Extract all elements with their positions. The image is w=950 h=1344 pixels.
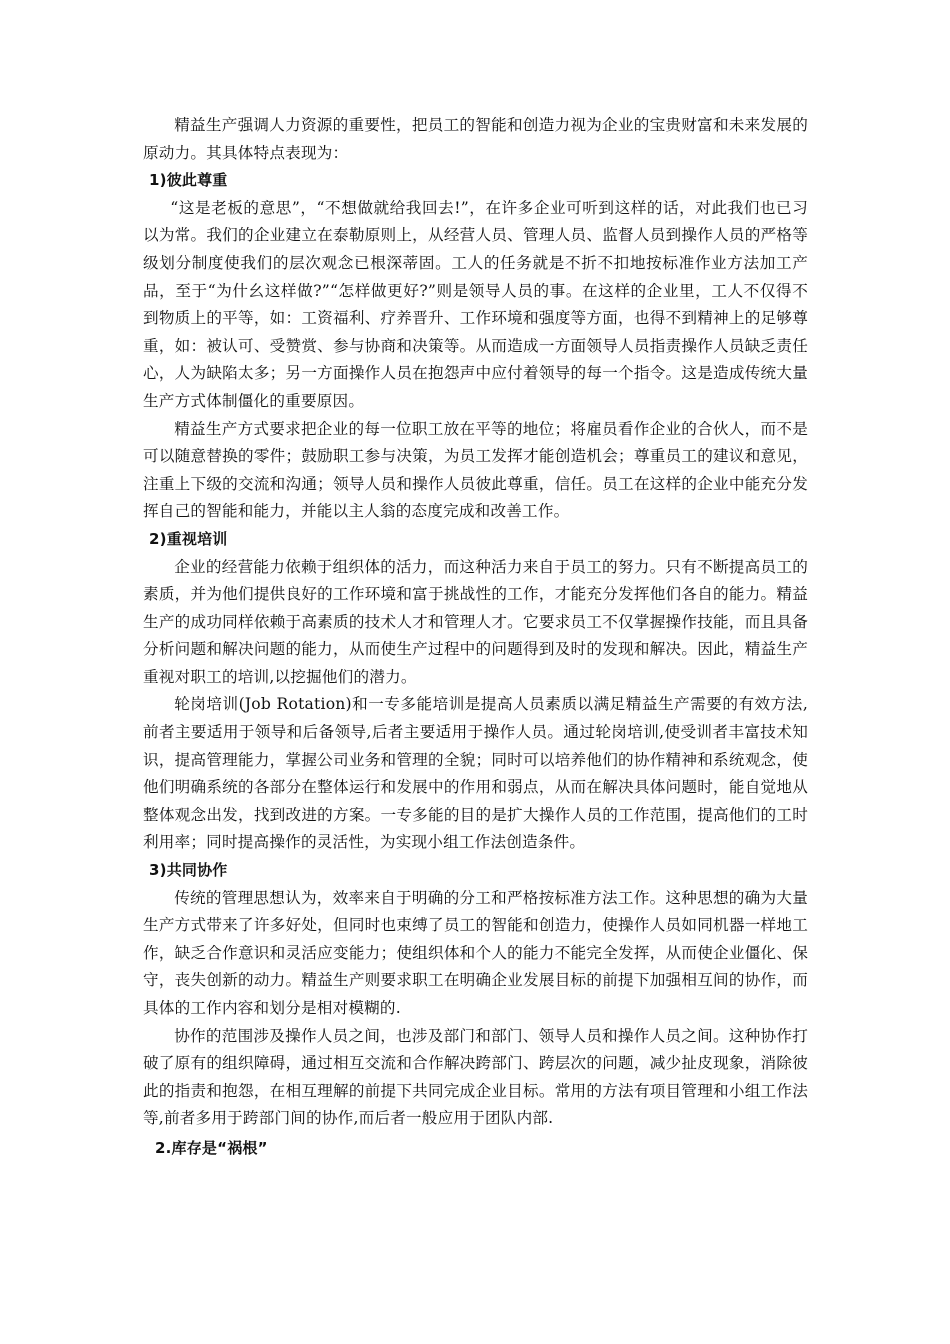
paragraph-mutual-respect-1: “这是老板的意思”，“不想做就给我回去!”，在许多企业可听到这样的话，对此我们也已习以为常。我们的企业建立在泰勒原则上，从经营人员、管理人员、监督人员到操作人员的严格等级划分制度使我们的层次观念已根深蒂固。工人的任务就是不折不扣地按标准作业方法加工产品，至于“为什幺这样做?”“怎样做更好?”则是领导人员的事。在这样的企业里，工人不仅得不到物质上的平等，如：工资福利、疗养晋升、工作环境和强度等方面，也得不到精神上的足够尊重，如：被认可、受赞赏、参与协商和决策等。从而造成一方面领导人员指责操作人员缺乏责任心，人为缺陷太多；另一方面操作人员在抱怨声中应付着领导的每一个指令。这是造成传统大量生产方式体制僵化的重要原因。: [143, 198, 808, 410]
paragraph-collaboration-2: 协作的范围涉及操作人员之间，也涉及部门和部门、领导人员和操作人员之间。这种协作打破了原有的组织障碍，通过相互交流和合作解决跨部门、跨层次的问题，减少扯皮现象，消除彼此的指责和抱怨，在相互理解的前提下共同完成企业目标。常用的方法有项目管理和小组工作法等,前者多用于跨部门间的协作,而后者一般应用于团队内部.: [143, 1026, 808, 1128]
intro-paragraph: 精益生产强调人力资源的重要性，把员工的智能和创造力视为企业的宝贵财富和未来发展的原动力。其具体特点表现为：: [143, 116, 808, 162]
paragraph-training-2: 轮岗培训(Job Rotation)和一专多能培训是提高人员素质以满足精益生产需要的有效方法,前者主要适用于领导和后备领导,后者主要适用于操作人员。通过轮岗培训,使受训者丰富技术知识，提高管理能力，掌握公司业务和管理的全貌；同时可以培养他们的协作精神和系统观念，使他们明确系统的各部分在整体运行和发展中的作用和弱点，从而在解决具体问题时，能自觉地从整体观念出发，找到改进的方案。一专多能的目的是扩大操作人员的工作范围，提高他们的工时利用率；同时提高操作的灵活性，为实现小组工作法创造条件。: [143, 695, 808, 852]
chapter-heading-inventory: 2.库存是“祸根”: [155, 1138, 268, 1157]
section-heading-collaboration: 3)共同协作: [149, 861, 228, 880]
document-page: [143, 112, 808, 1163]
paragraph-collaboration-1: 传统的管理思想认为，效率来自于明确的分工和严格按标准方法工作。这种思想的确为大量生产方式带来了许多好处，但同时也束缚了员工的智能和创造力，使操作人员如同机器一样地工作，缺乏合作意识和灵活应变能力；使组织体和个人的能力不能完全发挥，从而使企业僵化、保守，丧失创新的动力。精益生产则要求职工在明确企业发展目标的前提下加强相互间的协作，而具体的工作内容和划分是相对模糊的.: [143, 888, 808, 1017]
paragraph-training-1: 企业的经营能力依赖于组织体的活力，而这种活力来自于员工的努力。只有不断提高员工的素质，并为他们提供良好的工作环境和富于挑战性的工作，才能充分发挥他们各自的能力。精益生产的成功同样依赖于高素质的技术人才和管理人才。它要求员工不仅掌握操作技能，而且具备分析问题和解决问题的能力，从而使生产过程中的问题得到及时的发现和解决。因此，精益生产重视对职工的培训,以挖掘他们的潜力。: [143, 557, 808, 686]
paragraph-mutual-respect-2: 精益生产方式要求把企业的每一位职工放在平等的地位；将雇员看作企业的合伙人，而不是可以随意替换的零件；鼓励职工参与决策，为员工发挥才能创造机会；尊重员工的建议和意见，注重上下级的交流和沟通；领导人员和操作人员彼此尊重，信任。员工在这样的企业中能充分发挥自己的智能和能力，并能以主人翁的态度完成和改善工作。: [143, 419, 808, 521]
section-heading-mutual-respect: 1)彼此尊重: [149, 171, 228, 190]
section-heading-training: 2)重视培训: [149, 529, 228, 548]
